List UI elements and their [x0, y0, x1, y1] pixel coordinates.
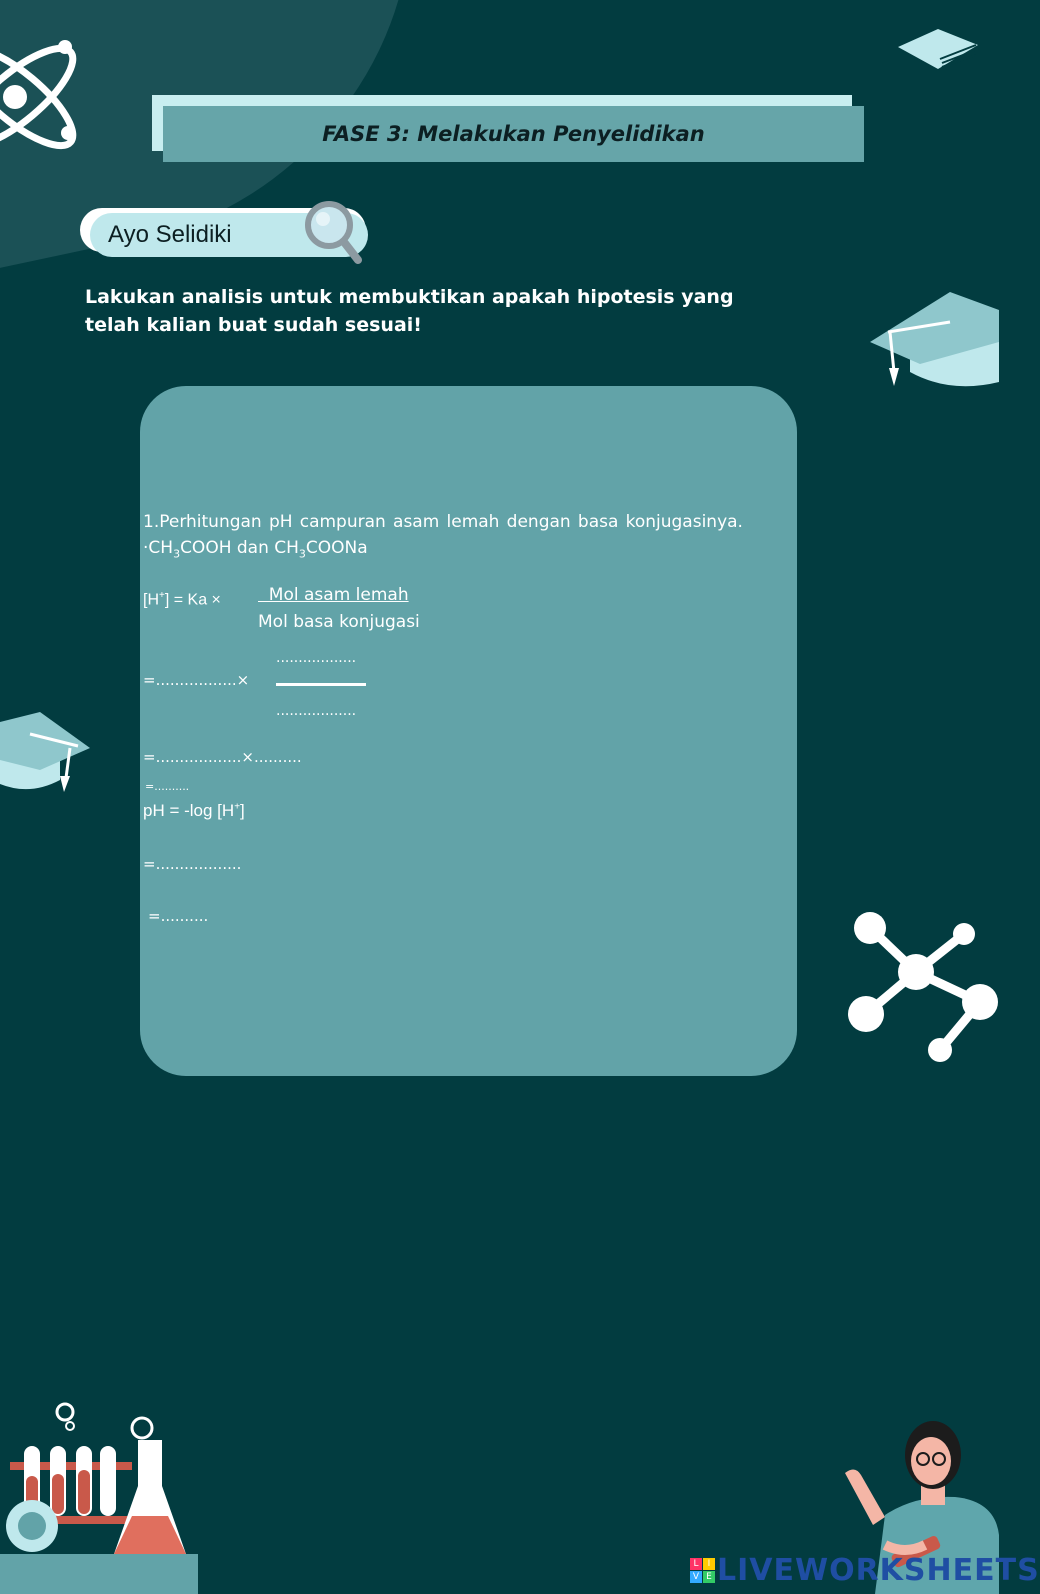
ph-formula-right: ]	[240, 801, 245, 820]
h-ion-formula	[143, 590, 221, 609]
fraction-numerator: Mol asam lemah	[258, 585, 409, 605]
step5-blank[interactable]: =..........	[148, 907, 209, 925]
compound-b-rest: COONa	[305, 538, 368, 558]
page-title: FASE 3: Melakukan Penyelidikan	[322, 122, 705, 146]
question-word: basa	[577, 512, 619, 532]
logo-text: LIVEWORKSHEETS	[717, 1553, 1040, 1588]
atom-icon	[0, 35, 100, 160]
title-banner	[163, 106, 864, 162]
graduation-cap-icon	[870, 292, 999, 397]
step2-blank[interactable]: =..................×..........	[143, 748, 302, 766]
answer-card	[140, 386, 797, 1076]
graduation-cap-icon-left	[0, 712, 92, 794]
liveworksheets-logo[interactable]	[690, 1553, 1040, 1588]
step4-blank[interactable]: =..................	[143, 855, 242, 873]
ph-formula	[143, 801, 245, 821]
question-word: 1.Perhitungan	[143, 512, 262, 532]
question-word: lemah	[446, 512, 500, 532]
question-word: pH	[268, 512, 293, 532]
question-text	[143, 512, 743, 532]
book-icon	[898, 25, 980, 75]
question-word: dengan	[506, 512, 571, 532]
logo-badge	[690, 1558, 715, 1583]
step3-blank[interactable]: =..........	[145, 780, 190, 793]
magnifier-icon	[302, 198, 364, 266]
fraction-line	[276, 683, 366, 686]
fraction-denominator: Mol basa konjugasi	[258, 612, 420, 632]
compound-b-sub: 3	[298, 547, 306, 561]
section-label: Ayo Selidiki	[108, 221, 232, 248]
instruction-text: Lakukan analisis untuk membuktikan apakah hipotesis yang telah kalian buat sudah sesuai!	[85, 286, 734, 336]
formula-h-sup: +	[159, 590, 165, 601]
logo-badge-letter: E	[703, 1571, 715, 1583]
compound-a-rest: COOH dan CH	[180, 538, 299, 558]
question-word: konjugasinya.	[625, 512, 743, 532]
compounds-line	[143, 538, 368, 560]
molecule-icon	[840, 908, 999, 1068]
logo-badge-letter: I	[703, 1558, 715, 1570]
compound-a-prefix: ·CH	[143, 538, 174, 558]
lab-equipment-icon	[0, 1416, 198, 1594]
step1-blank[interactable]: =.................×	[143, 671, 250, 689]
logo-badge-letter: L	[690, 1558, 702, 1570]
logo-badge-letter: V	[690, 1571, 702, 1583]
blank-denominator[interactable]: ..................	[276, 703, 357, 719]
question-word: asam	[393, 512, 440, 532]
formula-h-rest: ] = Ka ×	[164, 591, 221, 609]
ph-formula-sup: +	[234, 801, 241, 813]
compound-a-sub: 3	[173, 547, 181, 561]
ph-formula-left: pH = -log [H	[143, 801, 235, 820]
formula-h-open: [H	[143, 591, 159, 609]
blank-numerator[interactable]: ..................	[276, 650, 357, 666]
question-word: campuran	[299, 512, 386, 532]
